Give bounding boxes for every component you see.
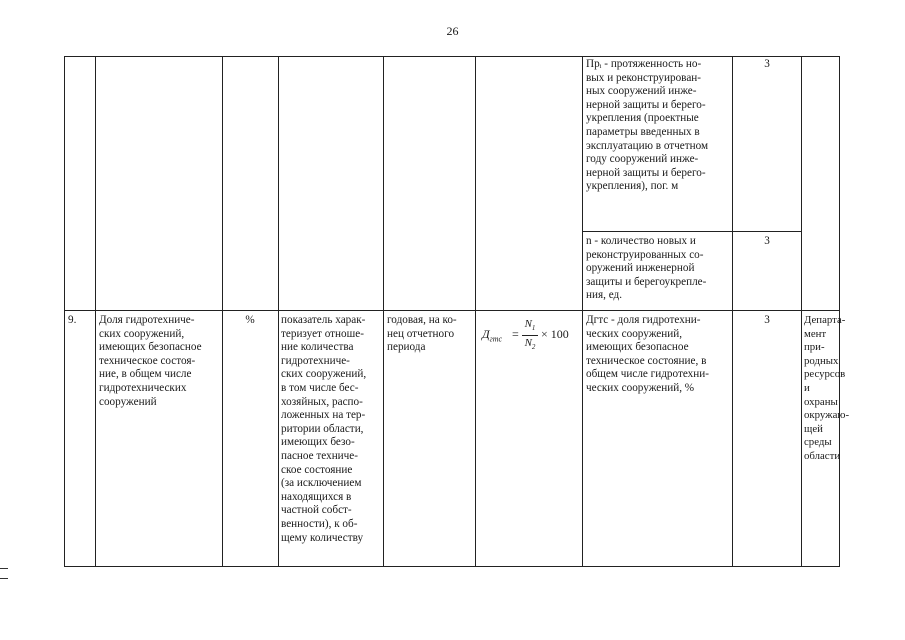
- value-cell-dgts: 3: [764, 314, 770, 326]
- responsible-cell: Департа- мент при- родных ресурсов и охраны окружаю- щей среды области: [804, 314, 850, 462]
- unit-cell: %: [245, 314, 255, 326]
- formula: [476, 318, 580, 352]
- margin-mark: [0, 578, 8, 579]
- description-cell-n: n - количество новых и реконструированных со- оружений инженерной защиты и берегоукрепле- ния, ед.: [586, 235, 707, 302]
- formula-multiplier: × 100: [541, 327, 569, 341]
- page-number: 26: [446, 24, 459, 38]
- margin-mark: [0, 568, 8, 569]
- description-cell-pr: Прᵢ - протяженность но- вых и реконструирован- ных сооружений инже- нерной защиты и берего- укрепления (проектные параметры введенных в эксплуатацию в отчетном году сооружений инже- нерной защиты и берего- укрепления), пог. м: [586, 58, 709, 193]
- description-cell-dgts: Дгтс - доля гидротехни- ческих сооружений, имеющих безопасное техническое состояние, в общем числе гидротехни- ческих сооружений, %: [586, 314, 709, 394]
- formula-lhs: $Д_{гтс}$: [482, 327, 503, 344]
- value-cell-n: 3: [764, 235, 770, 247]
- value-cell-pr: 3: [764, 58, 770, 70]
- indicator-name: Доля гидротехниче- ских сооружений, имеющих безопасное техническое состоя- ние, в общем числе гидротехнических сооружений: [99, 314, 202, 408]
- definition-cell: показатель харак- теризует отноше- ние количества гидротехниче- ских сооружений, в том числе бес- хозяйных, распо- ложенных на тер- ритории области, имеющих безо- пасное техниче- ское состояние (за исключением находящихся в частной собст- венности), к об- щему количеству: [281, 314, 367, 544]
- period-cell: годовая, на ко- нец отчетного периода: [387, 314, 457, 354]
- formula-equals: =: [512, 327, 519, 341]
- row-number: 9.: [68, 314, 77, 326]
- formula-fraction: $N_1$ $N_2$: [522, 318, 538, 353]
